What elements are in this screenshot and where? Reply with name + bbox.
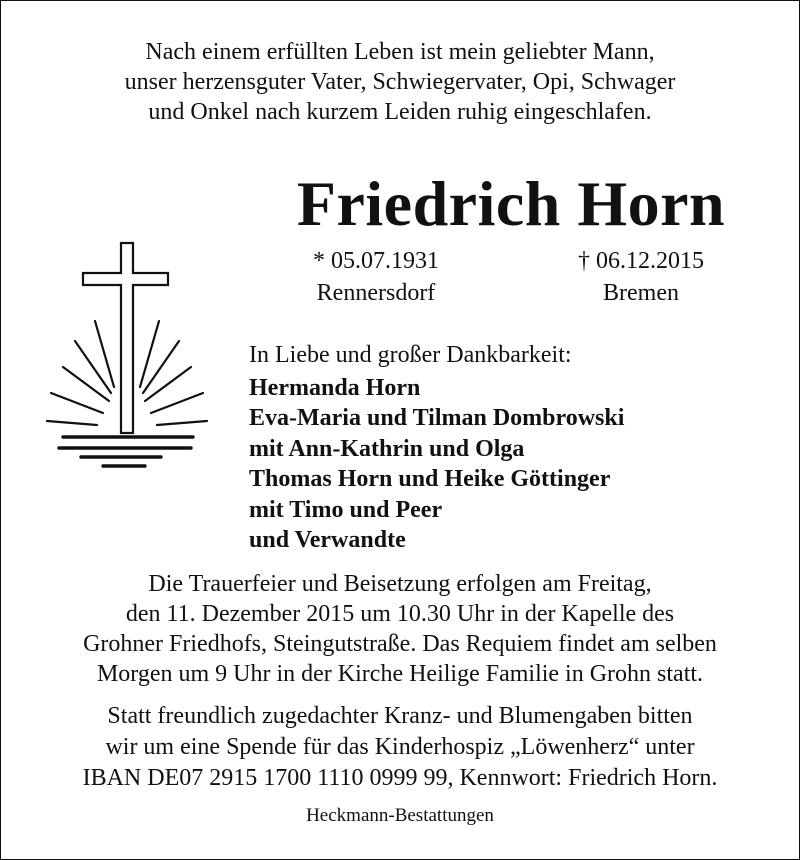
death-info: [556, 245, 726, 309]
ceremony-line: Morgen um 9 Uhr in der Kirche Heilige Familie in Grohn statt.: [96, 661, 704, 687]
donation-line: Statt freundlich zugedachter Kranz- und Blumengaben bitten: [107, 703, 693, 729]
mourner-line: mit Ann-Kathrin und Olga: [249, 435, 525, 462]
deceased-name: Friedrich Horn: [296, 168, 726, 239]
donation-line: wir um eine Spende für das Kinderhospiz „Löwenherz“ unter: [105, 734, 695, 760]
cross-with-sun-rays-icon: [41, 237, 221, 477]
birth-place: Rennersdorf: [316, 280, 436, 306]
ceremony-info: [1, 569, 799, 689]
ceremony-line: Grohner Friedhofs, Steingutstraße. Das Requiem findet am selben: [83, 631, 717, 657]
mourner-line: mit Timo und Peer: [249, 496, 443, 523]
ceremony-line: den 11. Dezember 2015 um 10.30 Uhr in der Kapelle des: [125, 601, 675, 627]
intro-line: unser herzensguter Vater, Schwiegervater, Opi, Schwager: [124, 69, 676, 95]
intro-text: [1, 37, 799, 127]
mourners-list: [249, 373, 624, 555]
intro-line: und Onkel nach kurzem Leiden ruhig eingeschlafen.: [148, 99, 652, 125]
donation-line: IBAN DE07 2915 1700 1110 0999 99, Kennwort: Friedrich Horn.: [82, 765, 718, 791]
mourner-line: Eva-Maria und Tilman Dombrowski: [249, 405, 625, 432]
donation-info: [1, 701, 799, 794]
mourner-line: Hermanda Horn: [249, 375, 421, 401]
birth-date: * 05.07.1931: [313, 248, 439, 274]
death-date: † 06.12.2015: [578, 248, 704, 274]
death-place: Bremen: [603, 280, 679, 306]
mourner-line: und Verwandte: [249, 527, 406, 554]
thanks-intro: In Liebe und großer Dankbarkeit:: [249, 342, 572, 368]
birth-info: [291, 245, 461, 309]
intro-line: Nach einem erfüllten Leben ist mein geliebter Mann,: [145, 39, 655, 65]
mourner-line: Thomas Horn und Heike Göttinger: [249, 466, 611, 493]
ceremony-line: Die Trauerfeier und Beisetzung erfolgen am Freitag,: [148, 571, 652, 597]
undertaker-name: Heckmann-Bestattungen: [306, 805, 494, 826]
